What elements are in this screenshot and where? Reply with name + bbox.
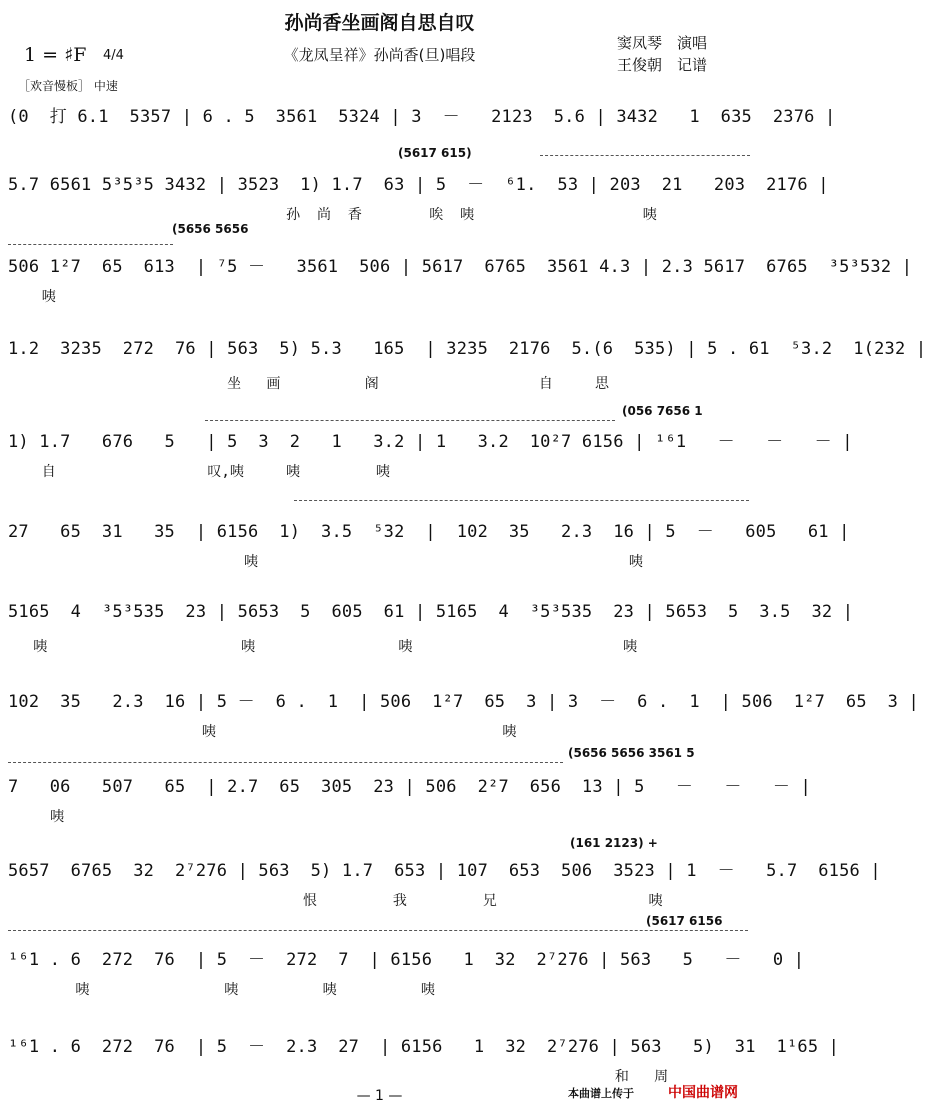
jianpu-notes: 5657 6765 32 2⁷276 | 563 5) 1.7 653 | 107 653 506 3523 | 1 － 5.7 6156 | xyxy=(8,861,881,881)
jianpu-notes: 506 1²7 65 613 | ⁷5 － 3561 506 | 5617 6765 3561 4.3 | 2.3 5617 6765 ³5³532 | xyxy=(8,257,913,277)
lyrics: 坐 画 阁 自 思 xyxy=(8,376,610,392)
lyrics: 咦 xyxy=(8,289,56,305)
time-signature: 4/4 xyxy=(103,48,124,63)
jianpu-notes: 27 65 31 35 | 6156 1) 3.5 ⁵32 | 102 35 2.3 16 | 5 － 605 61 | xyxy=(8,522,850,542)
notation-system xyxy=(8,170,829,230)
notation-system xyxy=(8,602,854,662)
jianpu-notes: 5.7 6561 5³5³5 3432 | 3523 1) 1.7 63 | 5 － ⁶1. 53 | 203 21 203 2176 | xyxy=(8,175,829,195)
dashed-extension xyxy=(8,930,748,931)
ornament-annotation: (5617 6156 xyxy=(646,914,723,928)
dashed-extension xyxy=(205,420,615,421)
dashed-extension xyxy=(294,500,749,501)
lyrics: 孙 尚 香 唉 咦 咦 xyxy=(8,207,657,223)
ornament-annotation: (5617 615) xyxy=(398,146,472,160)
lyrics: 恨 我 兄 咦 xyxy=(8,893,663,909)
notation-system xyxy=(8,945,805,1005)
ornament-annotation: (5656 5656 3561 5 xyxy=(568,746,695,760)
lyrics: 咦 xyxy=(8,809,65,825)
ornament-annotation: (056 7656 1 xyxy=(622,404,703,418)
transcriber-credit: 王俊朝 记谱 xyxy=(617,56,708,74)
dashed-extension xyxy=(8,244,173,245)
lyrics: 咦 咦 咦 咦 xyxy=(8,639,638,655)
jianpu-notes: 7 06 507 65 | 2.7 65 305 23 | 506 2²7 656 13 | 5 － － － | xyxy=(8,777,811,797)
lyrics: 自 叹,咦 咦 咦 xyxy=(8,464,390,480)
notation-system xyxy=(8,1032,840,1092)
page-title: 孙尚香坐画阁自思自叹 xyxy=(284,12,475,34)
jianpu-notes: 1.2 3235 272 76 | 563 5) 5.3 165 | 3235 2176 5.(6 535) | 5 . 61 ⁵3.2 1(232 | xyxy=(8,339,926,359)
jianpu-notes: (0 打 6.1 5357 | 6 . 5 3561 5324 | 3 － 2123 5.6 | 3432 1 635 2376 | xyxy=(8,107,836,127)
jianpu-notes: 1) 1.7 676 5 | 5 3 2 1 3.2 | 1 3.2 10²7 6156 | ¹⁶1 － － － | xyxy=(8,432,853,452)
jianpu-notes: ¹⁶1 . 6 272 76 | 5 － 272 7 | 6156 1 32 2⁷276 | 563 5 － 0 | xyxy=(8,950,805,970)
notation-system xyxy=(8,252,913,312)
lyrics: 和 周 xyxy=(8,1069,669,1085)
upload-note: 本曲谱上传于 xyxy=(568,1087,634,1100)
site-logo: 中国曲谱网 xyxy=(668,1085,738,1101)
notation-system xyxy=(8,517,850,577)
notation-system xyxy=(8,856,881,916)
lyrics: 咦 咦 xyxy=(8,724,517,740)
lyrics: 咦 咦 咦 咦 xyxy=(8,982,435,998)
notation-system xyxy=(8,339,926,399)
notation-system xyxy=(8,687,919,747)
lyrics: 咦 咦 xyxy=(8,554,643,570)
dashed-extension xyxy=(8,762,563,763)
ornament-annotation: (161 2123) + xyxy=(570,836,658,850)
notation-system xyxy=(8,102,836,162)
notation-system xyxy=(8,427,853,487)
jianpu-notes: ¹⁶1 . 6 272 76 | 5 － 2.3 27 | 6156 1 32 2⁷276 | 563 5) 31 1¹65 | xyxy=(8,1037,840,1057)
page-number: — 1 — xyxy=(356,1088,403,1104)
key-signature: 1 = ♯F xyxy=(24,44,87,66)
singer-credit: 窦凤琴 演唱 xyxy=(617,34,708,52)
notation-system xyxy=(8,772,811,832)
jianpu-notes: 5165 4 ³5³535 23 | 5653 5 605 61 | 5165 4 ³5³535 23 | 5653 5 3.5 32 | xyxy=(8,602,854,622)
subtitle: 《龙凤呈祥》孙尚香(旦)唱段 xyxy=(283,46,476,64)
tempo-marking: ［欢音慢板］ 中速 xyxy=(18,79,118,93)
jianpu-notes: 102 35 2.3 16 | 5 － 6 . 1 | 506 1²7 65 3 | 3 － 6 . 1 | 506 1²7 65 3 | xyxy=(8,692,919,712)
ornament-annotation: (5656 5656 xyxy=(172,222,249,236)
